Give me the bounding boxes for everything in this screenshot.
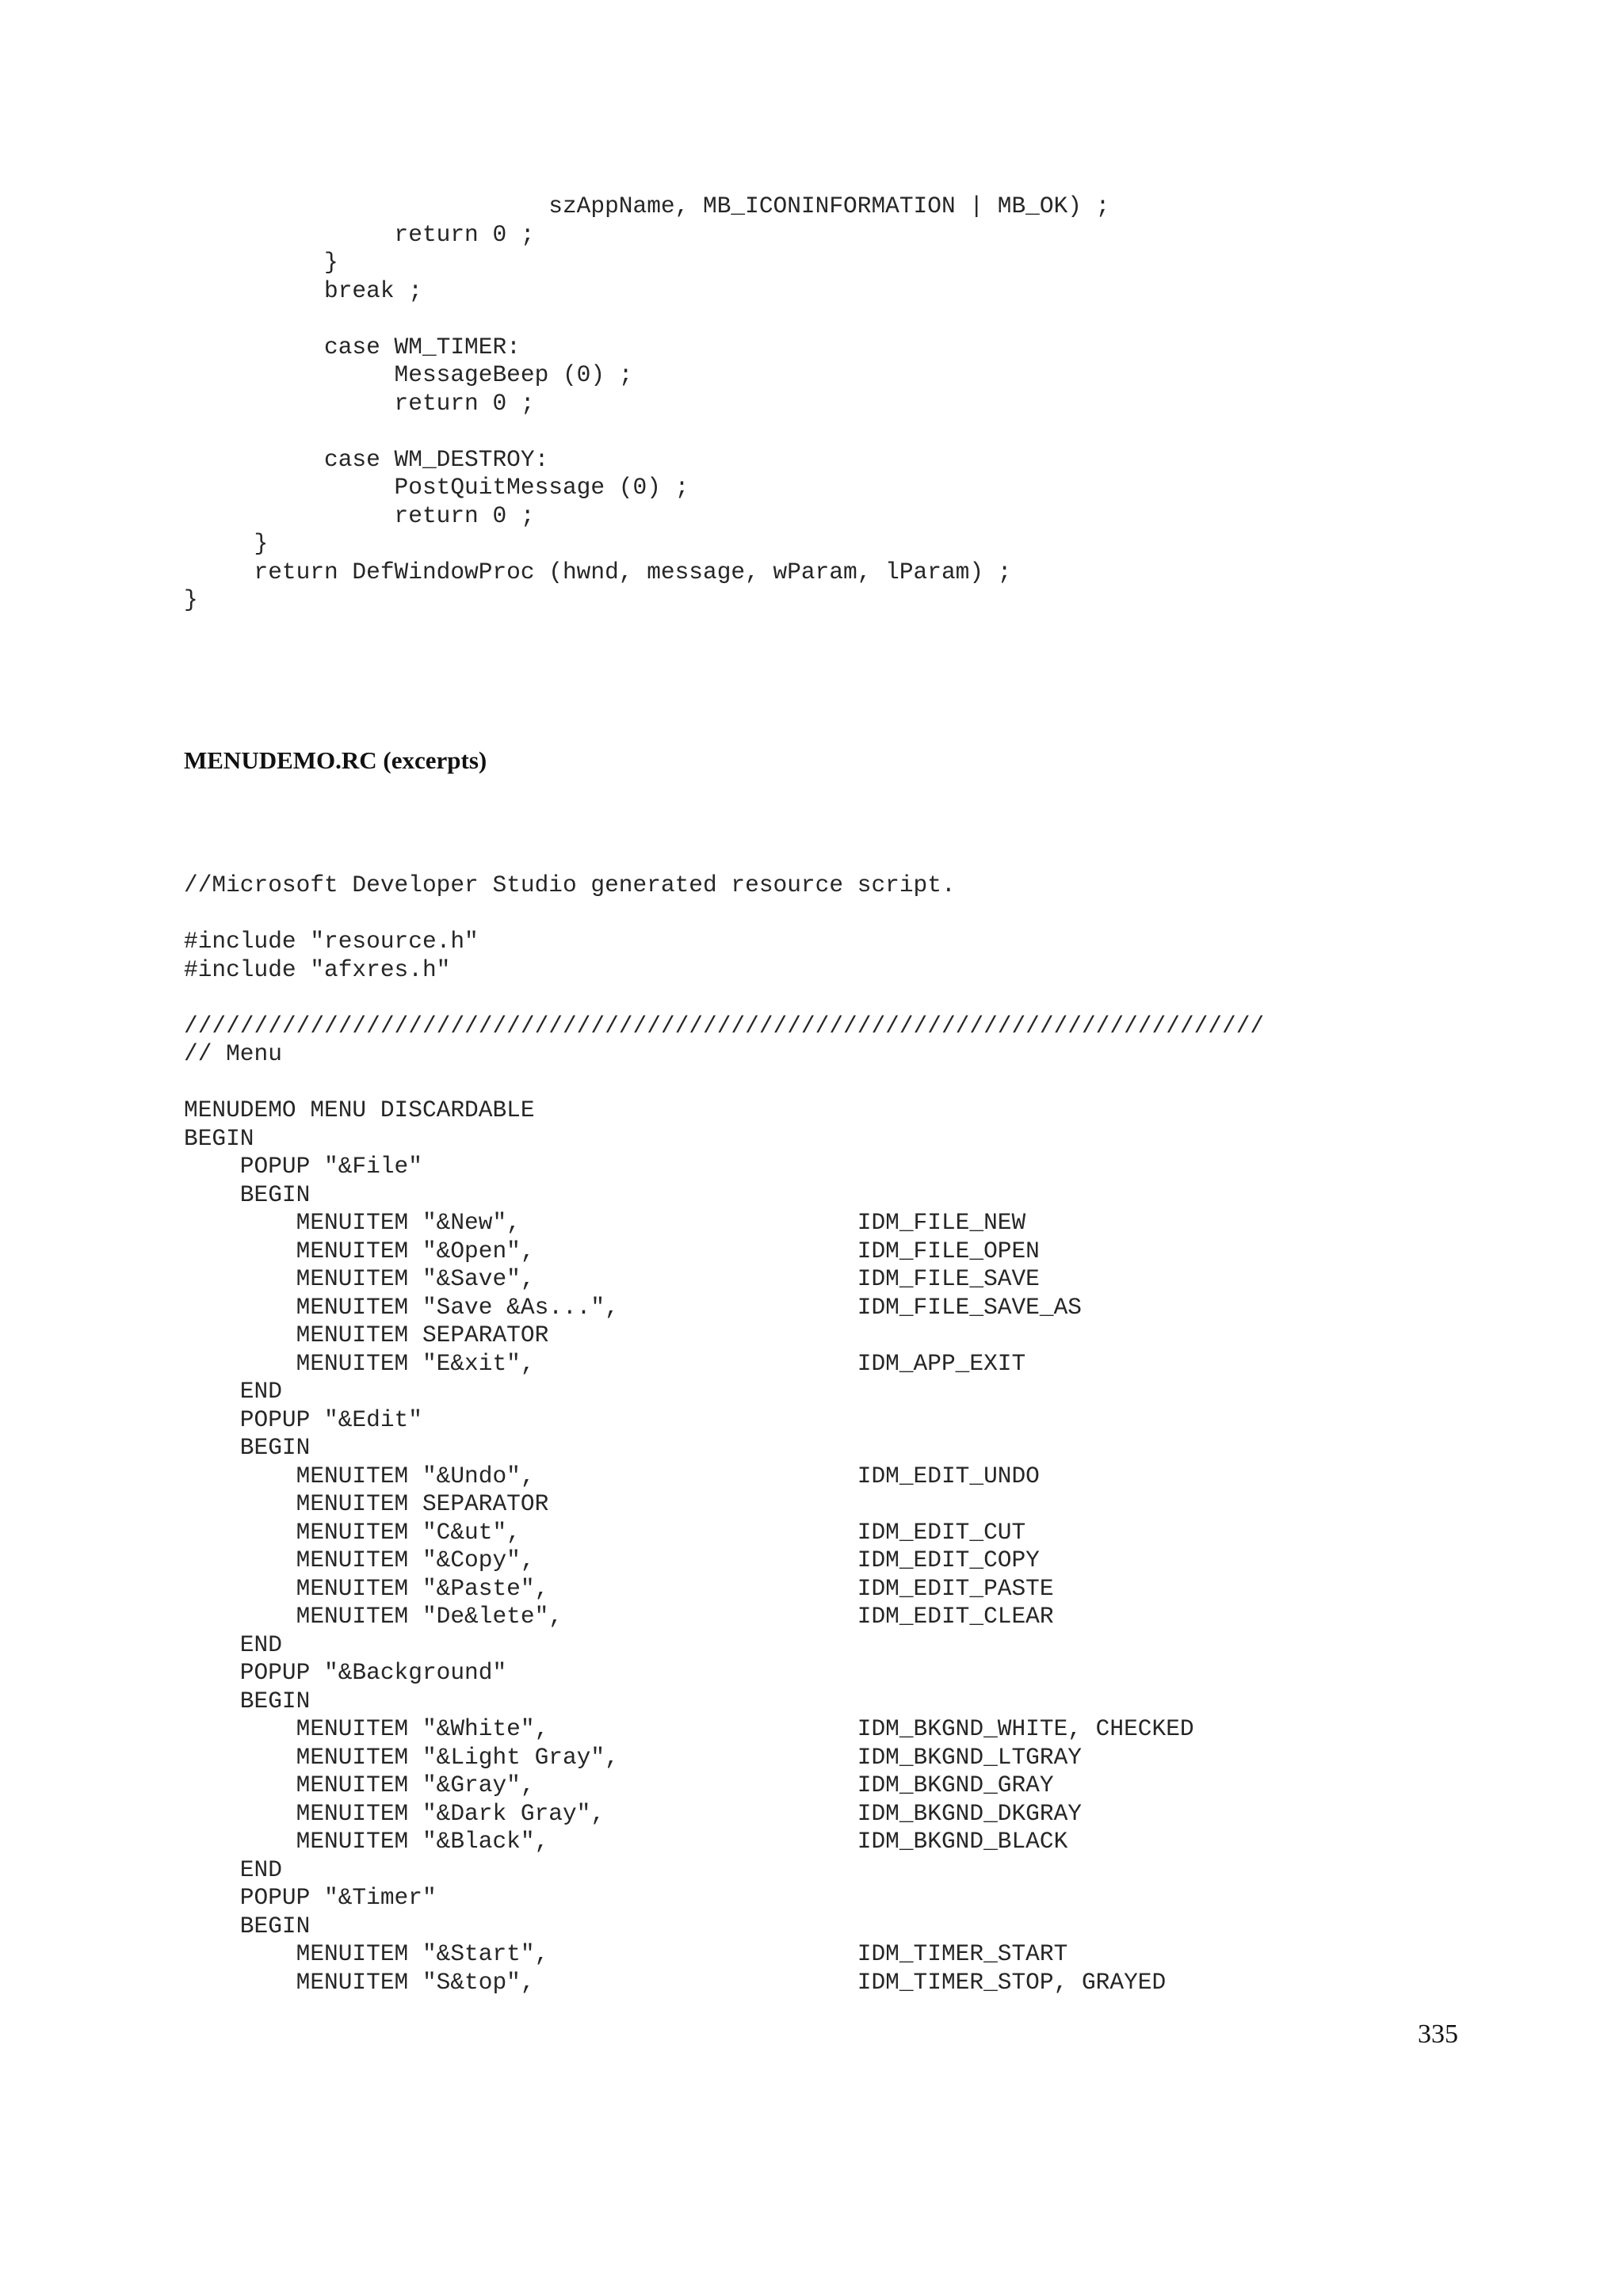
code-line: return DefWindowProc (hwnd, message, wParam, lParam) ; <box>184 558 1012 585</box>
code-line: MENUITEM "Save &As...", IDM_FILE_SAVE_AS <box>184 1293 1082 1321</box>
code-line: MENUITEM "E&xit", IDM_APP_EXIT <box>184 1349 1026 1377</box>
code-line: #include "resource.h" <box>184 928 479 955</box>
code-line: case WM_TIMER: <box>184 333 521 360</box>
code-listing-resource-script <box>184 871 1264 1997</box>
code-line: return 0 ; <box>184 220 535 248</box>
code-line: MENUITEM "S&top", IDM_TIMER_STOP, GRAYED <box>184 1968 1167 1996</box>
code-line: MENUITEM "&Undo", IDM_EDIT_UNDO <box>184 1462 1040 1489</box>
code-line: MENUITEM "&Start", IDM_TIMER_START <box>184 1940 1068 1967</box>
code-line: #include "afxres.h" <box>184 955 451 983</box>
code-line: BEGIN <box>184 1912 311 1939</box>
code-line: } <box>184 249 338 276</box>
code-line: MENUITEM "&Paste", IDM_EDIT_PASTE <box>184 1574 1054 1602</box>
code-line: END <box>184 1855 282 1883</box>
code-line <box>184 418 1109 446</box>
code-line: END <box>184 1630 282 1658</box>
code-line: POPUP "&Background" <box>184 1659 507 1686</box>
code-line: // Menu <box>184 1040 282 1067</box>
code-line: ///////////////////////////////////////////////////////////////////////////// <box>184 1012 1265 1039</box>
page-number: 335 <box>1418 2019 1458 2049</box>
code-line: //Microsoft Developer Studio generated resource script. <box>184 871 956 898</box>
code-line: } <box>184 586 198 613</box>
code-line: MENUITEM "C&ut", IDM_EDIT_CUT <box>184 1518 1026 1546</box>
code-line <box>184 1069 1264 1097</box>
code-line: MENUITEM "&Gray", IDM_BKGND_GRAY <box>184 1772 1054 1798</box>
code-line <box>184 900 1264 929</box>
code-line: MENUITEM "De&lete", IDM_EDIT_CLEAR <box>184 1603 1054 1630</box>
code-line: PostQuitMessage (0) ; <box>184 474 689 501</box>
code-line: BEGIN <box>184 1687 311 1714</box>
code-line <box>184 984 1264 1013</box>
code-line: BEGIN <box>184 1124 254 1152</box>
code-line: return 0 ; <box>184 389 535 417</box>
code-line: MENUITEM "&Open", IDM_FILE_OPEN <box>184 1237 1040 1264</box>
code-line: POPUP "&Edit" <box>184 1405 422 1433</box>
code-line: MENUITEM "&Copy", IDM_EDIT_COPY <box>184 1547 1040 1573</box>
code-line: break ; <box>184 277 422 304</box>
code-line: MENUITEM "&Dark Gray", IDM_BKGND_DKGRAY <box>184 1799 1082 1827</box>
code-line: BEGIN <box>184 1434 311 1461</box>
code-line: return 0 ; <box>184 502 535 529</box>
code-line: MENUITEM "&Light Gray", IDM_BKGND_LTGRAY <box>184 1743 1082 1771</box>
code-line: END <box>184 1378 282 1405</box>
code-line: szAppName, MB_ICONINFORMATION | MB_OK) ; <box>184 193 1110 219</box>
code-line: BEGIN <box>184 1180 311 1208</box>
code-line: MENUITEM "&New", IDM_FILE_NEW <box>184 1209 1026 1236</box>
code-line: POPUP "&Timer" <box>184 1884 437 1911</box>
code-line: } <box>184 530 269 557</box>
code-line: MENUITEM SEPARATOR <box>184 1490 549 1517</box>
code-listing-top <box>184 193 1109 615</box>
section-heading: MENUDEMO.RC (excerpts) <box>184 746 487 774</box>
code-line <box>184 305 1109 334</box>
code-line: MessageBeep (0) ; <box>184 361 633 388</box>
code-line: POPUP "&File" <box>184 1153 422 1180</box>
code-line: MENUITEM "&Save", IDM_FILE_SAVE <box>184 1265 1040 1292</box>
code-line: MENUITEM "&Black", IDM_BKGND_BLACK <box>184 1828 1068 1855</box>
code-line: MENUITEM "&White", IDM_BKGND_WHITE, CHECKED <box>184 1715 1194 1742</box>
code-line: case WM_DESTROY: <box>184 445 549 473</box>
code-line: MENUITEM SEPARATOR <box>184 1322 549 1348</box>
code-line: MENUDEMO MENU DISCARDABLE <box>184 1097 535 1123</box>
